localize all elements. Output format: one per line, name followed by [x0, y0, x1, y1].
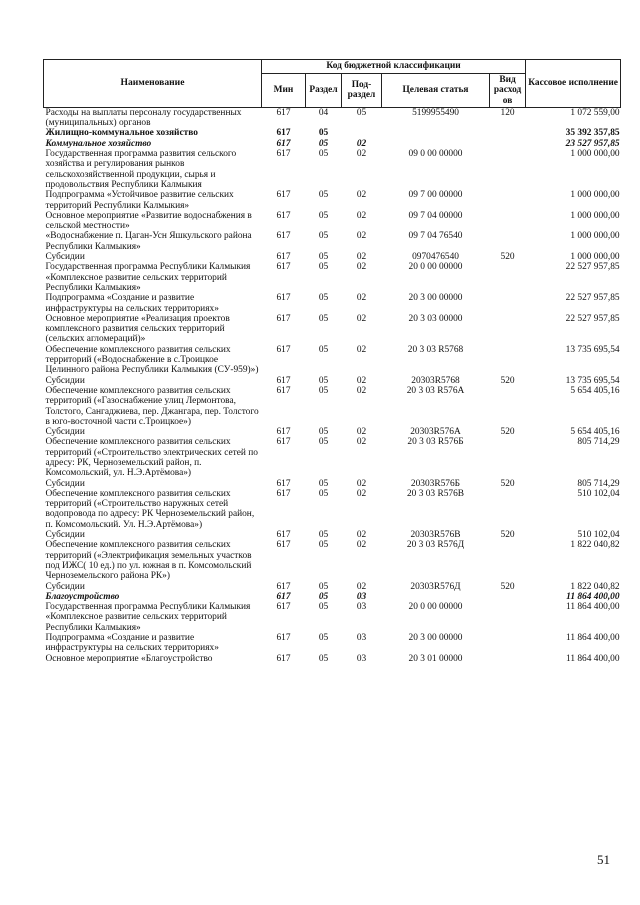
- row-celevaya: 20 3 03 R576В: [406, 488, 465, 499]
- row-celevaya: 20303R576A: [410, 427, 461, 438]
- row-name: Государственная программа Республики Калмыкия «Комплексное развитие сельских территорий Республики Калмыкия»: [45, 602, 251, 633]
- row-razdel: 05: [318, 252, 329, 263]
- row-name: Субсидии: [45, 478, 85, 489]
- row-name: Подпрограмма «Создание и развитие инфраструктуры на сельских территориях»: [45, 293, 219, 314]
- row-vid: [490, 262, 526, 293]
- row-vid: [490, 293, 526, 314]
- row-celevaya: 20 3 00 00000: [408, 633, 463, 644]
- row-amount: 22 527 957,85: [565, 293, 620, 304]
- row-podrazdel: 02: [356, 231, 367, 242]
- table-row: [44, 211, 621, 232]
- row-min: 617: [276, 427, 291, 438]
- row-podrazdel: 02: [356, 478, 367, 489]
- row-razdel: 05: [318, 633, 329, 644]
- row-razdel: 05: [318, 602, 329, 613]
- row-amount: 510 102,04: [577, 488, 620, 499]
- row-celevaya: 09 0 00 00000: [408, 149, 463, 160]
- row-celevaya: 09 7 04 76540: [408, 231, 463, 242]
- row-name: Жилищно-коммунальное хозяйство: [45, 128, 198, 139]
- row-podrazdel: 02: [356, 293, 367, 304]
- row-amount: 1 000 000,00: [570, 252, 620, 263]
- row-celevaya: 20 3 03 R5768: [407, 344, 464, 355]
- row-celevaya: 20 3 03 R576Б: [407, 437, 464, 448]
- row-podrazdel: 02: [356, 385, 367, 396]
- row-name: Основное мероприятие «Развитие водоснабжения в сельской местности»: [45, 210, 252, 232]
- row-name: Государственная программа Республики Калмыкия «Комплексное развитие сельских территорий Республики Калмыкия»: [45, 262, 251, 293]
- row-podrazdel: 02: [356, 313, 367, 324]
- table-row: [44, 489, 621, 530]
- header-name: Наименование: [44, 60, 262, 108]
- row-min: 617: [276, 231, 291, 242]
- row-vid: [490, 128, 526, 138]
- row-podrazdel: 02: [356, 530, 367, 541]
- table-row: [44, 231, 621, 252]
- row-vid: 120: [500, 107, 515, 118]
- row-podrazdel: 02: [356, 262, 367, 273]
- row-razdel: 05: [318, 231, 329, 242]
- row-name: Коммунальное хозяйство: [45, 138, 152, 149]
- row-amount: 13 735 695,54: [565, 344, 620, 355]
- table-row: [44, 345, 621, 376]
- row-podrazdel: [342, 128, 382, 138]
- row-vid: [490, 345, 526, 376]
- row-podrazdel: 02: [356, 190, 367, 201]
- budget-table: [43, 59, 621, 664]
- table-row: [44, 654, 621, 664]
- row-name: Обеспечение комплексного развития сельских территорий («Электрификация земельных участков под ИЖС( 10 ед.) по ул. южная в п. Комсомольский Черноземельского района РК»): [45, 540, 252, 582]
- row-name: Субсидии: [45, 581, 85, 592]
- table-row: [44, 314, 621, 345]
- row-amount: 1 072 559,00: [570, 107, 620, 118]
- table-row: [44, 139, 621, 149]
- row-razdel: 05: [318, 313, 329, 324]
- header-budget-classification: Код бюджетной классификации: [262, 60, 526, 74]
- row-min: 617: [276, 653, 291, 664]
- row-name: Обеспечение комплексного развития сельских территорий («Газоснабжение улиц Лермонтова, Толстого, Сангаджиева, пер. Джангара, пер. Толстого в юго-восточной части с.Троицкое»): [45, 385, 259, 427]
- row-vid: [490, 602, 526, 633]
- header-kassovoe: Кассовое исполнение: [526, 60, 621, 108]
- row-name: Субсидии: [45, 530, 85, 541]
- row-vid: [490, 314, 526, 345]
- table-row: [44, 633, 621, 654]
- table-body: [44, 107, 621, 664]
- row-min: 617: [276, 591, 291, 602]
- header-celevaya: Целевая статья: [382, 74, 490, 108]
- row-amount: 5 654 405,16: [570, 385, 620, 396]
- row-razdel: 05: [318, 653, 329, 664]
- row-razdel: 05: [318, 293, 329, 304]
- row-min: 617: [276, 210, 291, 221]
- row-amount: 22 527 957,85: [565, 313, 620, 324]
- row-name: Подпрограмма «Создание и развитие инфраструктуры на сельских территориях»: [45, 633, 219, 654]
- row-vid: [490, 386, 526, 427]
- row-celevaya: 20 3 03 R576Д: [406, 540, 465, 551]
- row-min: 617: [276, 262, 291, 273]
- row-min: 617: [276, 540, 291, 551]
- row-vid: 520: [500, 530, 515, 541]
- row-razdel: 05: [318, 437, 329, 448]
- row-celevaya: 20 0 00 00000: [408, 262, 463, 273]
- row-amount: 1 000 000,00: [570, 210, 620, 221]
- row-podrazdel: 02: [356, 488, 367, 499]
- row-celevaya: 20 3 03 00000: [408, 313, 463, 324]
- table-row: [44, 262, 621, 293]
- row-vid: [490, 231, 526, 252]
- row-min: 617: [276, 581, 291, 592]
- row-min: 617: [276, 128, 291, 139]
- row-razdel: 05: [318, 540, 329, 551]
- row-celevaya: 20 3 03 R576A: [406, 385, 465, 396]
- header-vid: Вид расход ов: [490, 74, 526, 108]
- row-celevaya: 09 7 00 00000: [408, 190, 463, 201]
- row-amount: 510 102,04: [577, 530, 620, 541]
- row-min: 617: [276, 633, 291, 644]
- row-min: 617: [276, 375, 291, 386]
- row-min: 617: [276, 313, 291, 324]
- row-vid: [490, 592, 526, 602]
- row-podrazdel: 03: [356, 591, 367, 602]
- row-razdel: 05: [318, 530, 329, 541]
- row-amount: 1 000 000,00: [570, 231, 620, 242]
- row-razdel: 05: [318, 478, 329, 489]
- row-razdel: 05: [318, 591, 329, 602]
- row-amount: 1 000 000,00: [570, 190, 620, 201]
- row-podrazdel: 02: [356, 344, 367, 355]
- row-razdel: 05: [318, 190, 329, 201]
- row-celevaya: 20303R576Д: [410, 581, 461, 592]
- row-name: Субсидии: [45, 375, 85, 386]
- row-vid: 520: [500, 427, 515, 438]
- table-row: [44, 107, 621, 128]
- row-min: 617: [276, 107, 291, 118]
- row-amount: 5 654 405,16: [570, 427, 620, 438]
- row-vid: [490, 149, 526, 190]
- row-podrazdel: 03: [356, 602, 367, 613]
- row-min: 617: [276, 293, 291, 304]
- page-number: 51: [597, 852, 610, 867]
- table-row: [44, 582, 621, 592]
- table-row: [44, 252, 621, 262]
- row-razdel: 05: [318, 262, 329, 273]
- row-amount: 22 527 957,85: [565, 262, 620, 273]
- row-vid: 520: [500, 581, 515, 592]
- row-razdel: 05: [318, 427, 329, 438]
- row-amount: 23 527 957,85: [565, 138, 620, 149]
- row-name: Субсидии: [45, 427, 85, 438]
- row-vid: [490, 211, 526, 232]
- row-podrazdel: 05: [356, 107, 367, 118]
- row-min: 617: [276, 149, 291, 160]
- row-razdel: 05: [318, 385, 329, 396]
- row-razdel: 04: [318, 107, 329, 118]
- row-amount: 805 714,29: [577, 437, 620, 448]
- row-min: 617: [276, 488, 291, 499]
- row-podrazdel: 02: [356, 437, 367, 448]
- row-podrazdel: 03: [356, 653, 367, 664]
- row-min: 617: [276, 602, 291, 613]
- table-row: [44, 190, 621, 211]
- table-row: [44, 128, 621, 138]
- table-row: [44, 437, 621, 478]
- row-min: 617: [276, 385, 291, 396]
- row-amount: 11 864 400,00: [566, 591, 620, 602]
- row-celevaya: 09 7 04 00000: [408, 210, 463, 221]
- row-celevaya: 0970476540: [412, 252, 459, 263]
- row-razdel: 05: [318, 138, 329, 149]
- row-amount: 11 864 400,00: [566, 653, 620, 664]
- row-amount: 1 000 000,00: [570, 149, 620, 160]
- row-podrazdel: 02: [356, 540, 367, 551]
- table-row: [44, 149, 621, 190]
- row-celevaya: 20 3 01 00000: [408, 653, 463, 664]
- row-name: Расходы на выплаты персоналу государственных (муниципальных) органов: [45, 107, 242, 129]
- row-min: 617: [276, 437, 291, 448]
- row-vid: 520: [500, 478, 515, 489]
- row-celevaya: [382, 128, 490, 138]
- row-name: Благоустройство: [45, 591, 120, 602]
- row-name: Обеспечение комплексного развития сельских территорий («Строительство электрических сетей по адресу: РК, Черноземельский район, п. Комсомольский, ул. Н.Э.Артёмова»): [45, 437, 258, 479]
- row-razdel: 05: [318, 581, 329, 592]
- row-podrazdel: 02: [356, 252, 367, 263]
- row-name: Субсидии: [45, 252, 85, 263]
- row-vid: [490, 540, 526, 581]
- row-name: Обеспечение комплексного развития сельских территорий («Строительство наружных сетей водопровода по адресу: РК Черноземельский район, п. Комсомольский. Ул. Н.Э.Артёмова»): [45, 488, 255, 530]
- table-row: [44, 479, 621, 489]
- row-celevaya: 20 3 00 00000: [408, 293, 463, 304]
- row-amount: 11 864 400,00: [566, 602, 620, 613]
- row-vid: 520: [500, 252, 515, 263]
- row-name: «Водоснабжение п. Цаган-Усн Яшкульского района Республики Калмыкия»: [45, 231, 252, 252]
- row-name: Основное мероприятие «Реализация проектов комплексного развития сельских территорий (сельских агломераций)»: [45, 313, 230, 345]
- row-vid: [490, 139, 526, 149]
- table-row: [44, 602, 621, 633]
- row-razdel: 05: [318, 210, 329, 221]
- row-name: Государственная программа развития сельского хозяйства и регулирования рынков сельскохозяйственной продукции, сырья и продовольствия Республики Калмыкия: [45, 149, 237, 190]
- row-razdel: 05: [318, 375, 329, 386]
- row-podrazdel: 02: [356, 138, 367, 149]
- row-podrazdel: 03: [356, 633, 367, 644]
- row-razdel: 05: [318, 344, 329, 355]
- table-row: [44, 427, 621, 437]
- row-amount: 805 714,29: [577, 478, 620, 489]
- row-vid: [490, 190, 526, 211]
- row-celevaya: 20303R5768: [411, 375, 460, 386]
- row-razdel: 05: [318, 149, 329, 160]
- row-podrazdel: 02: [356, 210, 367, 221]
- table-row: [44, 540, 621, 581]
- header-podrazdel: Под-раздел: [342, 74, 382, 108]
- row-min: 617: [276, 252, 291, 263]
- row-celevaya: 20303R576Б: [410, 478, 461, 489]
- row-name: Подпрограмма «Устойчивое развитие сельских территорий Республики Калмыкия»: [45, 190, 234, 211]
- row-celevaya: 5199955490: [412, 107, 459, 118]
- table-row: [44, 386, 621, 427]
- row-name: Обеспечение комплексного развития сельских территорий («Водоснабжение в с.Троицкое Целинного района Республики Калмыкия (СУ-959)»): [45, 344, 259, 376]
- header-razdel: Раздел: [306, 74, 342, 108]
- row-vid: [490, 654, 526, 664]
- row-vid: 520: [500, 375, 515, 386]
- row-razdel: 05: [318, 488, 329, 499]
- row-amount: 35 392 357,85: [565, 128, 620, 139]
- row-min: 617: [276, 530, 291, 541]
- row-razdel: 05: [318, 128, 329, 139]
- row-min: 617: [276, 478, 291, 489]
- row-name: Основное мероприятие «Благоустройство: [45, 653, 213, 664]
- row-amount: 11 864 400,00: [566, 633, 620, 644]
- table-row: [44, 530, 621, 540]
- table-row: [44, 592, 621, 602]
- row-amount: 1 822 040,82: [570, 581, 620, 592]
- row-celevaya: 20303R576В: [410, 530, 461, 541]
- row-min: 617: [276, 138, 291, 149]
- table-row: [44, 376, 621, 386]
- row-podrazdel: 02: [356, 149, 367, 160]
- row-vid: [490, 437, 526, 478]
- row-amount: 13 735 695,54: [565, 375, 620, 386]
- row-amount: 1 822 040,82: [570, 540, 620, 551]
- row-vid: [490, 489, 526, 530]
- row-vid: [490, 633, 526, 654]
- header-min: Мин: [262, 74, 306, 108]
- table-header: [44, 60, 621, 108]
- row-celevaya: [382, 592, 490, 602]
- row-podrazdel: 02: [356, 375, 367, 386]
- table-row: [44, 293, 621, 314]
- row-min: 617: [276, 190, 291, 201]
- row-celevaya: [382, 139, 490, 149]
- row-podrazdel: 02: [356, 581, 367, 592]
- row-podrazdel: 02: [356, 427, 367, 438]
- row-celevaya: 20 0 00 00000: [408, 602, 463, 613]
- row-min: 617: [276, 344, 291, 355]
